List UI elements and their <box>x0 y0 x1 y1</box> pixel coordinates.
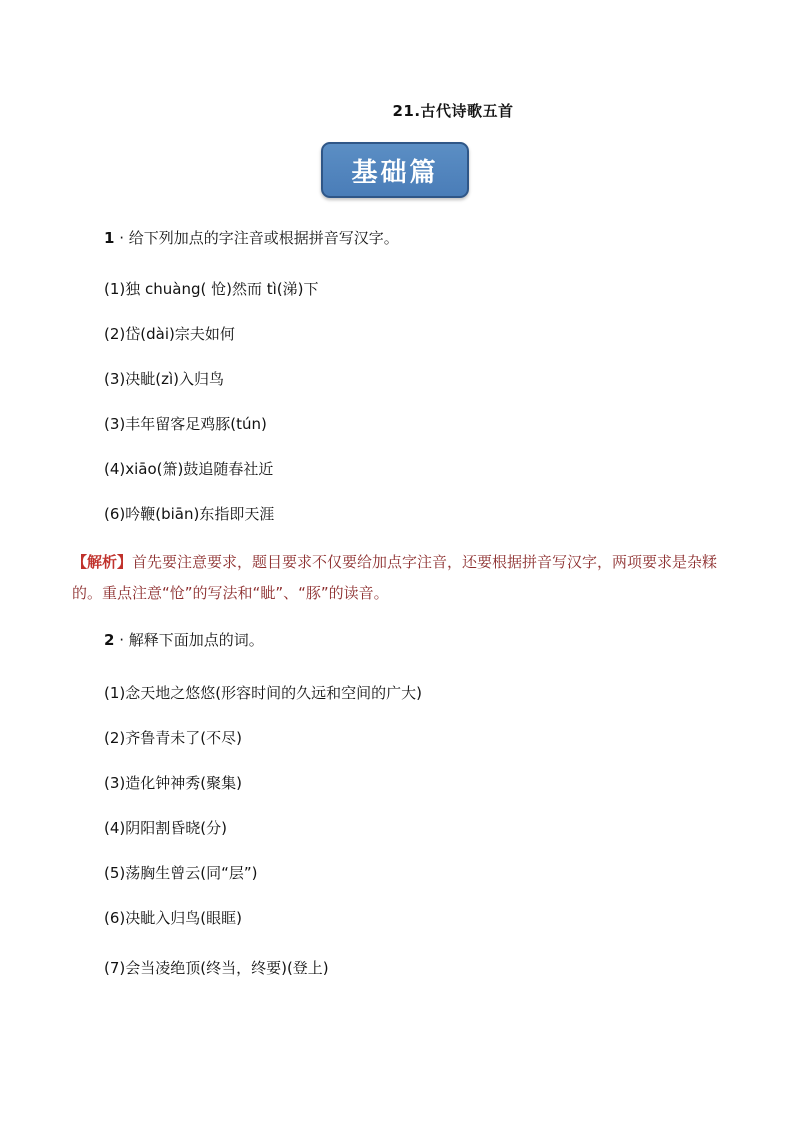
q2-item-7: (7)会当凌绝顶(终当，终要)(登上) <box>104 959 329 977</box>
q1-item-4: (3)丰年留客足鸡豚(tún) <box>104 415 267 433</box>
question-separator: · <box>119 631 124 649</box>
analysis-text: 首先要注意要求，题目要求不仅要给加点字注音，还要根据拼音写汉字，两项要求是杂糅的。重点注意“怆”的写法和“眦”、“豚”的读音。 <box>72 553 718 602</box>
question-1-prompt <box>104 228 399 248</box>
question-2-prompt <box>104 630 264 650</box>
question-number: 2 <box>104 631 115 649</box>
q2-item-1: (1)念天地之悠悠(形容时间的久远和空间的广大) <box>104 684 422 702</box>
q1-item-2: (2)岱(dài)宗夫如何 <box>104 325 235 343</box>
q1-item-5: (4)xiāo(箫)鼓追随春社近 <box>104 460 274 478</box>
q1-item-3: (3)决眦(zì)入归鸟 <box>104 370 224 388</box>
q1-item-6: (6)吟鞭(biān)东指即天涯 <box>104 505 275 523</box>
analysis-tag: 【解析】 <box>72 553 133 571</box>
q1-item-1: (1)独 chuàng( 怆)然而 tì(涕)下 <box>104 280 319 298</box>
section-banner <box>321 142 469 198</box>
question-text: 解释下面加点的词。 <box>128 631 264 649</box>
q2-item-3: (3)造化钟神秀(聚集) <box>104 774 242 792</box>
question-separator: · <box>119 229 124 247</box>
q2-item-5: (5)荡胸生曾云(同“层”) <box>104 864 258 882</box>
q2-item-6: (6)决眦入归鸟(眼眶) <box>104 909 242 927</box>
analysis-block <box>72 547 732 609</box>
question-number: 1 <box>104 229 115 247</box>
q2-item-2: (2)齐鲁青未了(不尽) <box>104 729 242 747</box>
section-banner-label: 基础篇 <box>351 157 439 188</box>
q2-item-4: (4)阴阳割昏晓(分) <box>104 819 227 837</box>
question-text: 给下列加点的字注音或根据拼音写汉字。 <box>128 229 399 247</box>
page-title: 21.古代诗歌五首 <box>392 102 514 120</box>
